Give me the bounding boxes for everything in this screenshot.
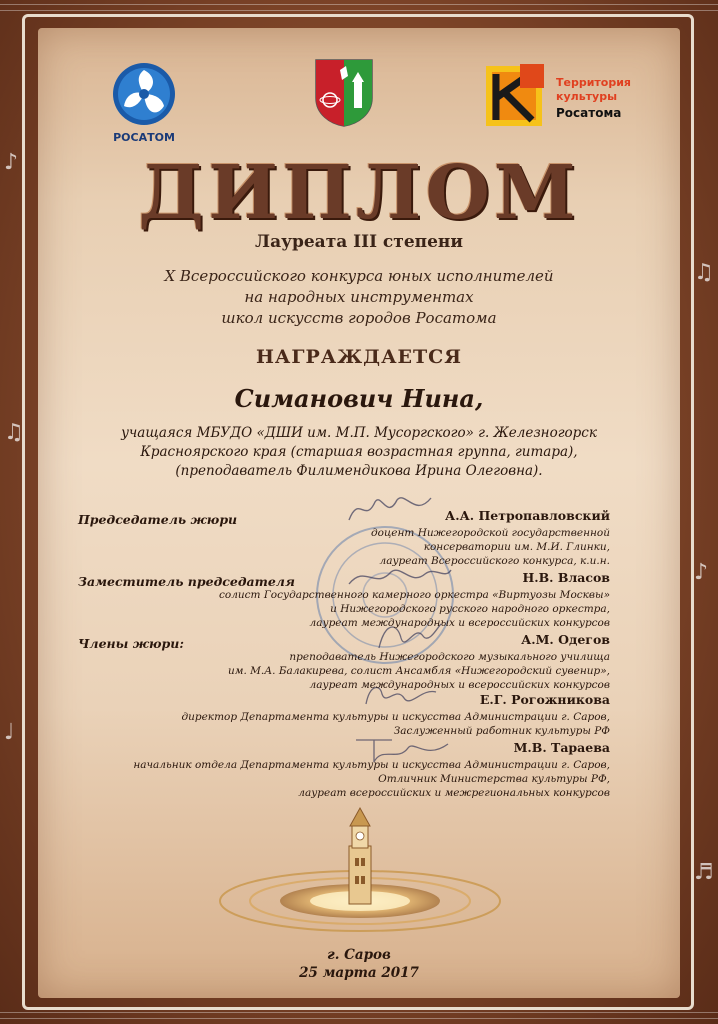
jury-desc-line: им. М.А. Балакирева, солист Ансамбля «Нижегородский сувенир», [227, 665, 610, 677]
music-note-icon: ♩ [4, 720, 15, 745]
culture-logo-line3: Росатома [556, 106, 622, 120]
culture-logo-line1: Территория [556, 76, 631, 89]
jury-desc-line: солист Государственного камерного оркестра «Виртуозы Москвы» [219, 589, 610, 601]
contest-description [0, 266, 718, 329]
jury-chair-label: Председатель жюри [78, 512, 238, 527]
contest-line: школ искусств городов Росатома [221, 309, 497, 327]
jury-chair-name: А.А. Петропавловский [445, 508, 610, 523]
student-line: (преподаватель Филимендикова Ирина Олеговна). [175, 463, 543, 479]
jury-member2-name: Е.Г. Рогожникова [479, 692, 610, 707]
tower-emblem-icon [210, 806, 510, 936]
jury-desc-line: Отличник Министерства культуры РФ, [378, 773, 610, 785]
jury-desc-line: преподаватель Нижегородского музыкального училища [289, 651, 610, 663]
jury-deputy-name: Н.В. Власов [522, 570, 610, 585]
rosatom-logo-icon [112, 62, 176, 126]
city-name: г. Саров [327, 947, 391, 963]
diploma-title: ДИПЛОМ [138, 150, 580, 236]
jury-member2-desc [90, 710, 610, 738]
student-line: учащаяся МБУДО «ДШИ им. М.П. Мусоргского» г. Железногорск [121, 425, 597, 441]
jury-member1-desc [90, 650, 610, 692]
place-and-date [0, 946, 718, 982]
jury-deputy-desc [90, 588, 610, 630]
jury-desc-line: Заслуженный работник культуры РФ [393, 725, 610, 737]
chair-signature-icon [345, 490, 435, 530]
music-note-icon: ♫ [4, 420, 24, 445]
student-info [0, 424, 718, 481]
contest-line: X Всероссийского конкурса юных исполнителей [164, 267, 554, 285]
city-coat-of-arms-icon [312, 58, 376, 128]
jury-desc-line: начальник отдела Департамента культуры и искусства Администрации г. Саров, [133, 759, 610, 771]
music-note-icon: ♪ [694, 560, 709, 585]
music-note-icon: ♬ [694, 860, 714, 885]
jury-desc-line: и Нижегородского русского народного оркестра, [330, 603, 610, 615]
jury-desc-line: лауреат международных и всероссийских конкурсов [309, 679, 610, 691]
contest-line: на народных инструментах [244, 288, 474, 306]
culture-logo-line2: культуры [556, 90, 618, 103]
jury-member3-desc [90, 758, 610, 800]
jury-member3-name: М.В. Тараева [513, 740, 610, 755]
recipient-name: Симанович Нина, [234, 384, 484, 413]
staff-line [0, 1012, 718, 1013]
jury-desc-line: директор Департамента культуры и искусства Администрации г. Саров, [181, 711, 610, 723]
staff-line [0, 10, 718, 11]
jury-desc-line: доцент Нижегородской государственной [370, 527, 610, 539]
diploma-subtitle: Лауреата III степени [255, 232, 463, 252]
staff-line [0, 1018, 718, 1019]
staff-line [0, 4, 718, 5]
music-note-icon: ♪ [4, 150, 19, 175]
rosatom-logo-text: РОСАТОМ [113, 131, 175, 144]
awarded-heading: НАГРАЖДАЕТСЯ [255, 346, 463, 368]
jury-deputy-label: Заместитель председателя [78, 574, 295, 589]
student-line: Красноярского края (старшая возрастная группа, гитара), [140, 444, 578, 460]
jury-member1-name: А.М. Одегов [521, 632, 610, 647]
jury-desc-line: лауреат международных и всероссийских конкурсов [309, 617, 610, 629]
territory-culture-logo-icon [484, 62, 546, 130]
jury-desc-line: лауреат всероссийских и межрегиональных конкурсов [298, 787, 610, 799]
jury-desc-line: консерватории им. М.И. Глинки, [423, 541, 610, 553]
jury-members-label: Члены жюри: [78, 636, 184, 651]
jury-chair-desc [90, 526, 610, 568]
jury-desc-line: лауреат Всероссийского конкурса, к.и.н. [379, 555, 610, 567]
diploma-date: 25 марта 2017 [299, 965, 419, 981]
music-note-icon: ♫ [694, 260, 714, 285]
